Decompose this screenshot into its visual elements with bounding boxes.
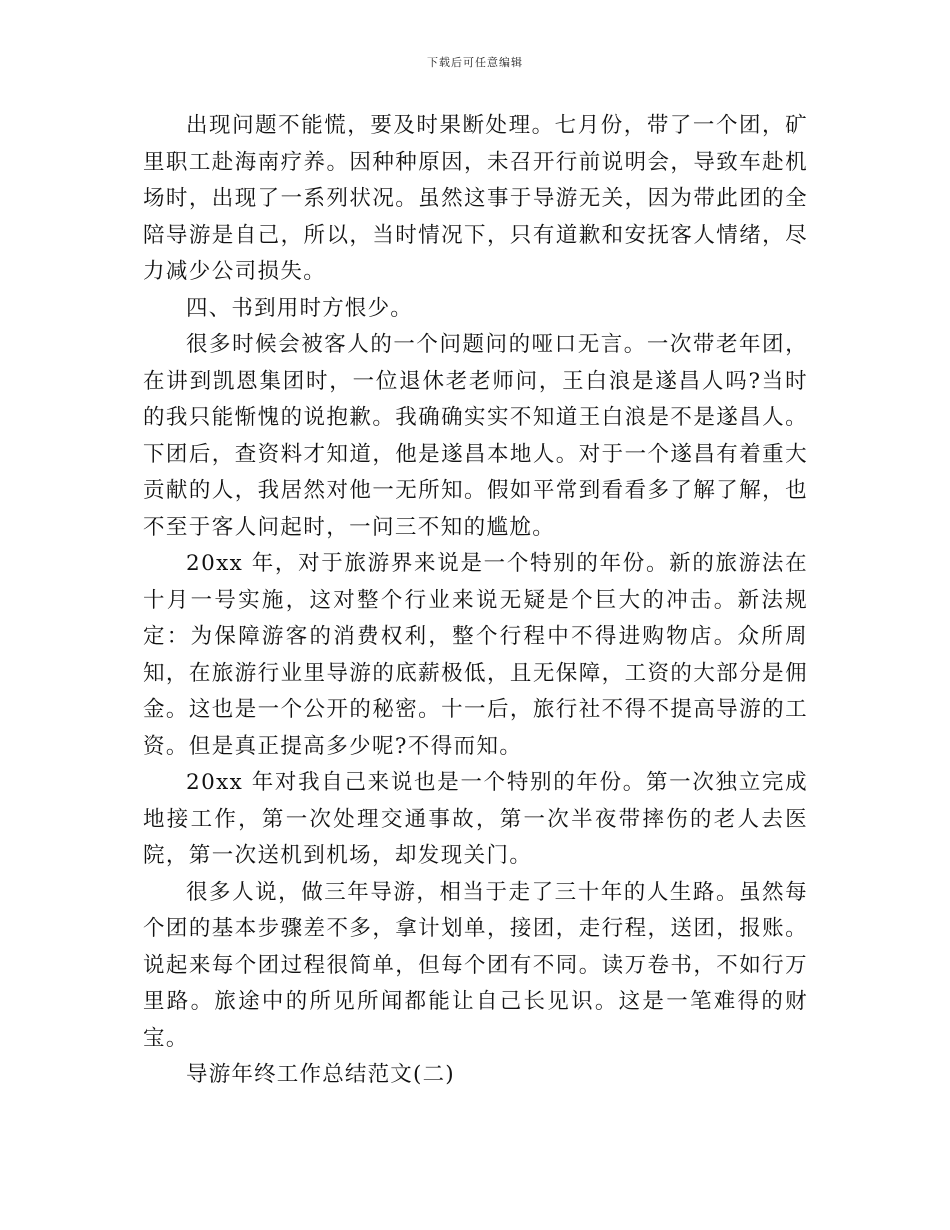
section-heading: 四、书到用时方恨少。	[186, 295, 414, 321]
document-subtitle: 导游年终工作总结范文(二)	[186, 1062, 455, 1087]
document-body	[143, 108, 808, 1094]
paragraph-4: 20xx 年对我自己来说也是一个特别的年份。第一次独立完成地接工作，第一次处理交通事故，第一次半夜带摔伤的老人去医院，第一次送机到机场，却发现关门。	[143, 770, 808, 868]
paragraph-5: 很多人说，做三年导游，相当于走了三十年的人生路。虽然每个团的基本步骤差不多，拿计划单，接团，走行程，送团，报账。说起来每个团过程很简单，但每个团有不同。读万卷书，不如行万里路。旅途中的所见所闻都能让自己长见识。这是一笔难得的财宝。	[143, 879, 808, 1051]
paragraph-1: 出现问题不能慌，要及时果断处理。七月份，带了一个团，矿里职工赴海南疗养。因种种原因，未召开行前说明会，导致车赴机场时，出现了一系列状况。虽然这事于导游无关，因为带此团的全陪导游是自己，所以，当时情况下，只有道歉和安抚客人情绪，尽力减少公司损失。	[143, 113, 808, 284]
paragraph-2: 很多时候会被客人的一个问题问的哑口无言。一次带老年团，在讲到凯恩集团时，一位退休老老师问，王白浪是遂昌人吗?当时的我只能惭愧的说抱歉。我确确实实不知道王白浪是不是遂昌人。下团后，查资料才知道，他是遂昌本地人。对于一个遂昌有着重大贡献的人，我居然对他一无所知。假如平常到看看多了解了解，也不至于客人问起时，一问三不知的尴尬。	[143, 332, 808, 540]
header-note: 下载后可任意编辑	[427, 56, 523, 69]
paragraph-3: 20xx 年，对于旅游界来说是一个特别的年份。新的旅游法在十月一号实施，这对整个行业来说无疑是个巨大的冲击。新法规定：为保障游客的消费权利，整个行程中不得进购物店。众所周知，在旅游行业里导游的底薪极低，且无保障，工资的大部分是佣金。这也是一个公开的秘密。十一后，旅行社不得不提高导游的工资。但是真正提高多少呢?不得而知。	[143, 551, 808, 759]
